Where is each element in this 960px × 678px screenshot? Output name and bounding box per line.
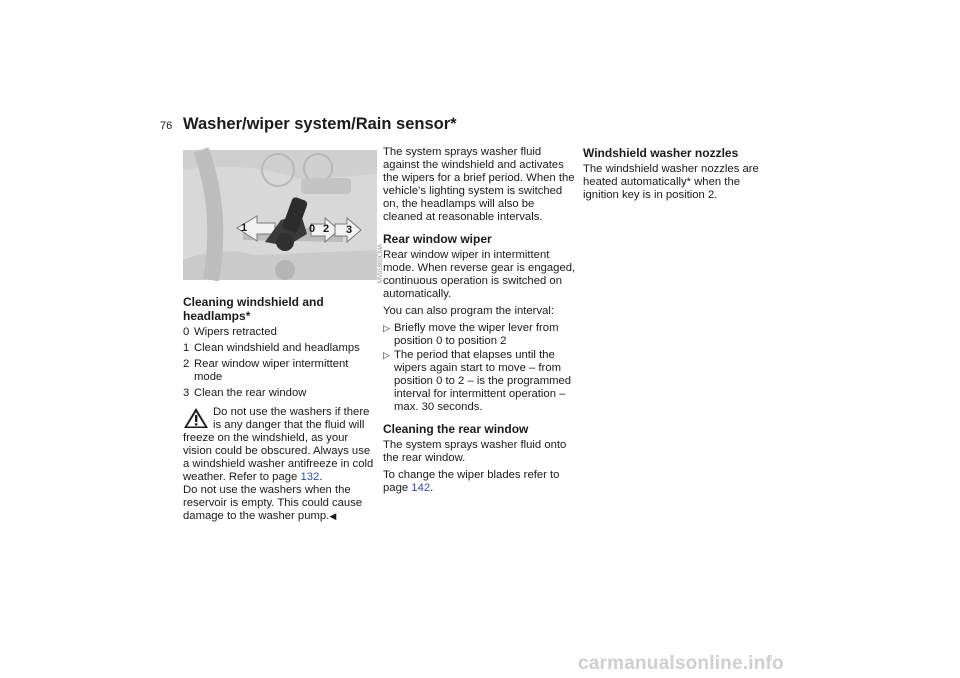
program-intro: You can also program the interval: [383,305,555,317]
list-item: ▷ The period that elapses until the wipers again start to move – from position 0 to 2 – is the programmed interval for intermittent operation – max. 30 seconds. [383,349,572,413]
column-middle [383,146,577,499]
end-mark: ◀ [329,511,337,521]
lever-position-3: 3 [346,224,353,236]
list-item: 2 Rear window wiper intermittent mode [183,358,349,383]
page-title: Washer/wiper system/Rain sensor* [183,115,457,133]
cleaning-heading: Cleaning windshield and headlamps* [183,295,324,323]
page-link-132[interactable]: 132 [300,471,320,483]
list-item: ▷ Briefly move the wiper lever from position 0 to position 2 [383,322,559,347]
nozzles-heading: Windshield washer nozzles [583,146,739,160]
nozzles-text: The windshield washer nozzles are heated automatically* when the ignition key is in position 2. [583,163,759,201]
watermark: carmanualsonline.info [578,653,784,674]
rear-clean-text: The system sprays washer fluid onto the rear window. [383,439,567,464]
lever-position-1: 1 [241,222,248,234]
program-steps [383,322,577,414]
lever-position-2: 2 [323,223,330,235]
rear-wiper-text: Rear window wiper in intermittent mode. When reverse gear is engaged, continuous operation is switched on automatically. [383,249,576,300]
warning-text-2: Do not use the washers when the reservoir is empty. This could cause damage to the washer pump. [183,484,363,522]
rear-clean-heading: Cleaning the rear window [383,422,529,436]
warning-note: Do not use the washers if there is any danger that the fluid will freeze on the windshield, as your vision could be obscured. Always use a windshield washer antifreeze in cold weather. Refer to page 132. Do not use the washers when the reservoir is empty. This could cause damage to the washer pump.◀ [183,406,374,522]
wiper-lever-illustration [183,150,377,280]
column-right [583,146,777,206]
list-item: 1 Clean windshield and headlamps [183,342,360,354]
wiper-blades-note: To change the wiper blades refer to page 142. [383,469,560,494]
figure-code: MV01800CMA [378,244,384,284]
positions-list [183,326,377,400]
warning-text-1: Do not use the washers if there is any danger that the fluid will freeze on the windshield, as your vision could be obscured. Always use a windshield washer antifreeze in cold weather. Refer to page [183,406,374,483]
wiper-lever-figure [183,150,384,284]
rear-wiper-heading: Rear window wiper [383,232,492,246]
list-item: 0 Wipers retracted [183,326,277,338]
intro-text: The system sprays washer fluid against the windshield and activates the wipers for a brief period. When the vehicle's lighting system is switched on, the headlamps will also be cleaned at reasonable intervals. [383,146,575,223]
warning-triangle-icon [183,407,209,429]
list-item: 3 Clean the rear window [183,387,307,399]
column-left [183,150,384,523]
page-link-142[interactable]: 142 [411,482,431,494]
page-number: 76 [160,120,173,132]
lever-position-0: 0 [309,223,316,235]
